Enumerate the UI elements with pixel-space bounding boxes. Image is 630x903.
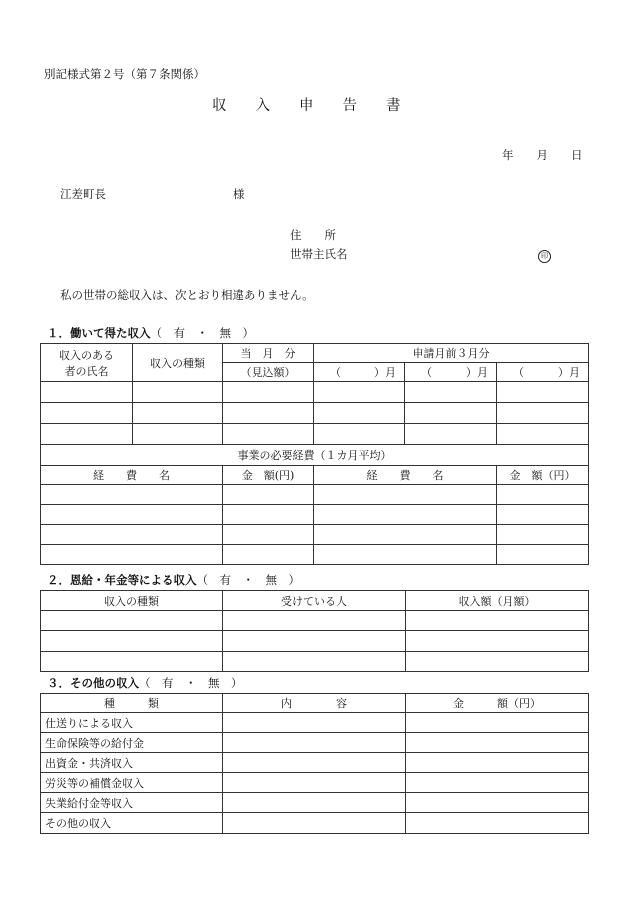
expense-amount-header: 金 額(円) — [223, 466, 314, 485]
table-row — [41, 403, 589, 424]
head-name-label: 世帯主氏名 — [290, 247, 348, 261]
row-label: 失業給付金等収入 — [41, 793, 223, 813]
expense-title: 事業の必要経費（１カ月平均） — [41, 445, 589, 466]
expense-amount-header-2: 金 額（円） — [497, 466, 589, 485]
row-label: 労災等の補償金収入 — [41, 773, 223, 793]
seal-mark — [538, 247, 551, 263]
form-number: 別記様式第２号（第７条関係） — [44, 67, 205, 81]
expense-name-header-2: 経 費 名 — [314, 466, 497, 485]
month-cell: （ ）月 — [497, 363, 589, 382]
table-row — [41, 753, 589, 773]
page-title: 収 入 申 告 書 — [212, 98, 401, 114]
earned-income-table — [40, 343, 589, 565]
table-row — [41, 382, 589, 403]
col-type: 収入の種類 — [133, 344, 223, 382]
addressee: 江差町長 — [60, 187, 106, 201]
month-cell: （ ）月 — [314, 363, 405, 382]
section2-heading: ２．恩給・年金等による収入 — [47, 573, 197, 587]
table-row — [41, 813, 589, 834]
col-month-2: （見込額） — [223, 363, 314, 382]
table-row — [41, 652, 589, 672]
section3-heading-row — [47, 675, 243, 691]
table-row — [41, 793, 589, 813]
section3-choice: （ 有 ・ 無 ） — [139, 676, 243, 690]
address-label: 住 所 — [290, 228, 336, 242]
section1-heading-row — [47, 325, 254, 341]
row-label: 生命保険等の給付金 — [41, 733, 223, 753]
table-row — [41, 713, 589, 733]
table-row — [41, 773, 589, 793]
row-label: その他の収入 — [41, 813, 223, 834]
table-row — [41, 611, 589, 631]
expense-name-header: 経 費 名 — [41, 466, 223, 485]
table-row — [41, 505, 589, 525]
col-receiver: 受けている人 — [223, 591, 406, 611]
col-amount-yen: 金 額（円） — [406, 694, 589, 713]
row-label: 出資金・共済収入 — [41, 753, 223, 773]
col-person: 収入のある 者の氏名 — [41, 344, 133, 382]
table-row — [41, 545, 589, 565]
section1-choice: （ 有 ・ 無 ） — [150, 326, 254, 340]
table-row — [41, 485, 589, 505]
col-kind: 種 類 — [41, 694, 223, 713]
section1-heading: １．働いて得た収入 — [47, 326, 151, 340]
other-income-table — [40, 693, 589, 834]
col-content: 内 容 — [223, 694, 406, 713]
section2-choice: （ 有 ・ 無 ） — [196, 573, 300, 587]
row-label: 仕送りによる収入 — [41, 713, 223, 733]
date-line: 年 月 日 — [502, 148, 583, 162]
section3-heading: ３．その他の収入 — [47, 676, 139, 690]
declaration: 私の世帯の総収入は、次とおり相違ありません。 — [60, 288, 314, 302]
col-prev: 申請月前３月分 — [314, 344, 589, 363]
seal-circle: 印 — [538, 250, 551, 263]
pension-income-table — [40, 590, 589, 672]
table-row — [41, 525, 589, 545]
table-row — [41, 733, 589, 753]
honorific: 様 — [233, 187, 245, 201]
col-month-1: 当 月 分 — [223, 344, 314, 363]
section2-heading-row — [47, 572, 300, 588]
table-row — [41, 631, 589, 652]
col-income-type: 収入の種類 — [41, 591, 223, 611]
table-row — [41, 424, 589, 445]
col-amount-monthly: 収入額（月額） — [406, 591, 589, 611]
month-cell: （ ）月 — [405, 363, 497, 382]
